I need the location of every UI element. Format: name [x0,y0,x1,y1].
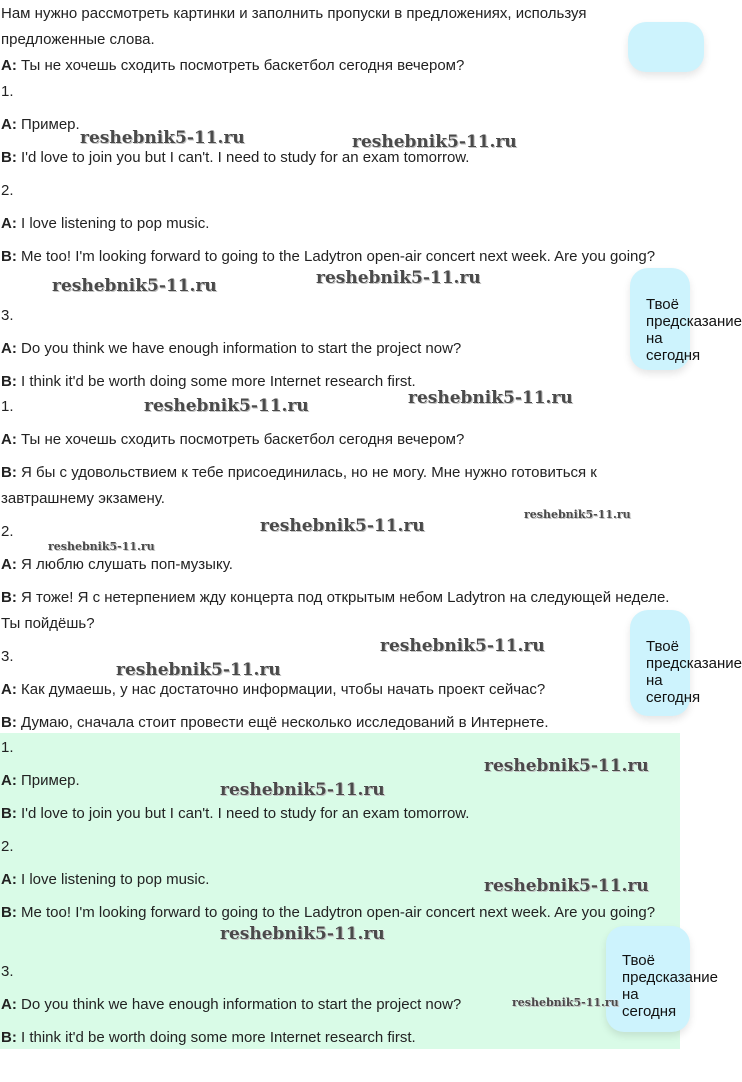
watermark: reshebnik5-11.ru [52,276,217,296]
watermark: reshebnik5-11.ru [80,128,245,148]
dialog-line: A: Ты не хочешь сходить посмотреть баскетбол сегодня вечером? [1,57,465,74]
dialog-line: B: I'd love to join you but I can't. I need to study for an exam tomorrow. [1,149,470,166]
watermark: reshebnik5-11.ru [512,996,619,1009]
prediction-widget[interactable] [628,22,704,72]
watermark: reshebnik5-11.ru [144,396,309,416]
dialog-line: B: Думаю, сначала стоит провести ещё несколько исследований в Интернете. [1,714,549,731]
dialog-line: A: Do you think we have enough information to start the project now? [1,996,462,1013]
speaker-a: A: [1,57,17,74]
watermark: reshebnik5-11.ru [116,660,281,680]
watermark: reshebnik5-11.ru [380,636,545,656]
prediction-widget[interactable]: Твоё предсказание на сегодня [630,268,690,370]
dialog-line: A: I love listening to pop music. [1,871,210,888]
dialog-line: A: Пример. [1,116,80,133]
dialog-line: B: Я тоже! Я с нетерпением жду концерта под открытым небом Ladytron на следующей неделе. Ты пойдёшь? [1,589,670,632]
dialog-line: B: Я бы с удовольствием к тебе присоединилась, но не могу. Мне нужно готовиться к завтрашнему экзамену. [1,464,597,507]
dialog-line: A: Как думаешь, у нас достаточно информации, чтобы начать проект сейчас? [1,681,546,698]
item-number: 2. [1,182,14,199]
dialog-line: A: Я люблю слушать поп-музыку. [1,556,233,573]
item-number: 2. [1,838,14,855]
watermark: reshebnik5-11.ru [484,756,649,776]
watermark: reshebnik5-11.ru [408,388,573,408]
watermark: reshebnik5-11.ru [316,268,481,288]
dialog-line: B: I think it'd be worth doing some more Internet research first. [1,1029,416,1046]
item-number: 3. [1,963,14,980]
prediction-widget[interactable]: Твоё предсказание на сегодня [630,610,690,716]
dialog-line: A: Пример. [1,772,80,789]
item-number: 3. [1,307,14,324]
dialog-line: A: I love listening to pop music. [1,215,210,232]
dialog-line: B: I think it'd be worth doing some more Internet research first. [1,373,416,390]
dialog-line: A: Ты не хочешь сходить посмотреть баскетбол сегодня вечером? [1,431,465,448]
watermark: reshebnik5-11.ru [260,516,425,536]
watermark: reshebnik5-11.ru [524,508,631,521]
dialog-line: B: Me too! I'm looking forward to going to the Ladytron open-air concert next week. Are you going? [1,904,656,921]
item-number: 1. [1,398,14,415]
dialog-line: B: Me too! I'm looking forward to going to the Ladytron open-air concert next week. Are you going? [1,248,656,265]
watermark: reshebnik5-11.ru [352,132,517,152]
prediction-widget[interactable]: Твоё предсказание на сегодня [606,926,690,1032]
dialog-line: A: Do you think we have enough information to start the project now? [1,340,462,357]
dialog-line: B: I'd love to join you but I can't. I need to study for an exam tomorrow. [1,805,470,822]
item-number: 1. [1,83,14,100]
item-number: 1. [1,739,14,756]
item-number: 2. [1,523,14,540]
item-number: 3. [1,648,14,665]
watermark: reshebnik5-11.ru [48,540,155,553]
watermark: reshebnik5-11.ru [220,780,385,800]
watermark: reshebnik5-11.ru [484,876,649,896]
watermark: reshebnik5-11.ru [220,924,385,944]
task-intro: Нам нужно рассмотреть картинки и заполнить пропуски в предложениях, используя предложенные слова. [1,5,587,48]
